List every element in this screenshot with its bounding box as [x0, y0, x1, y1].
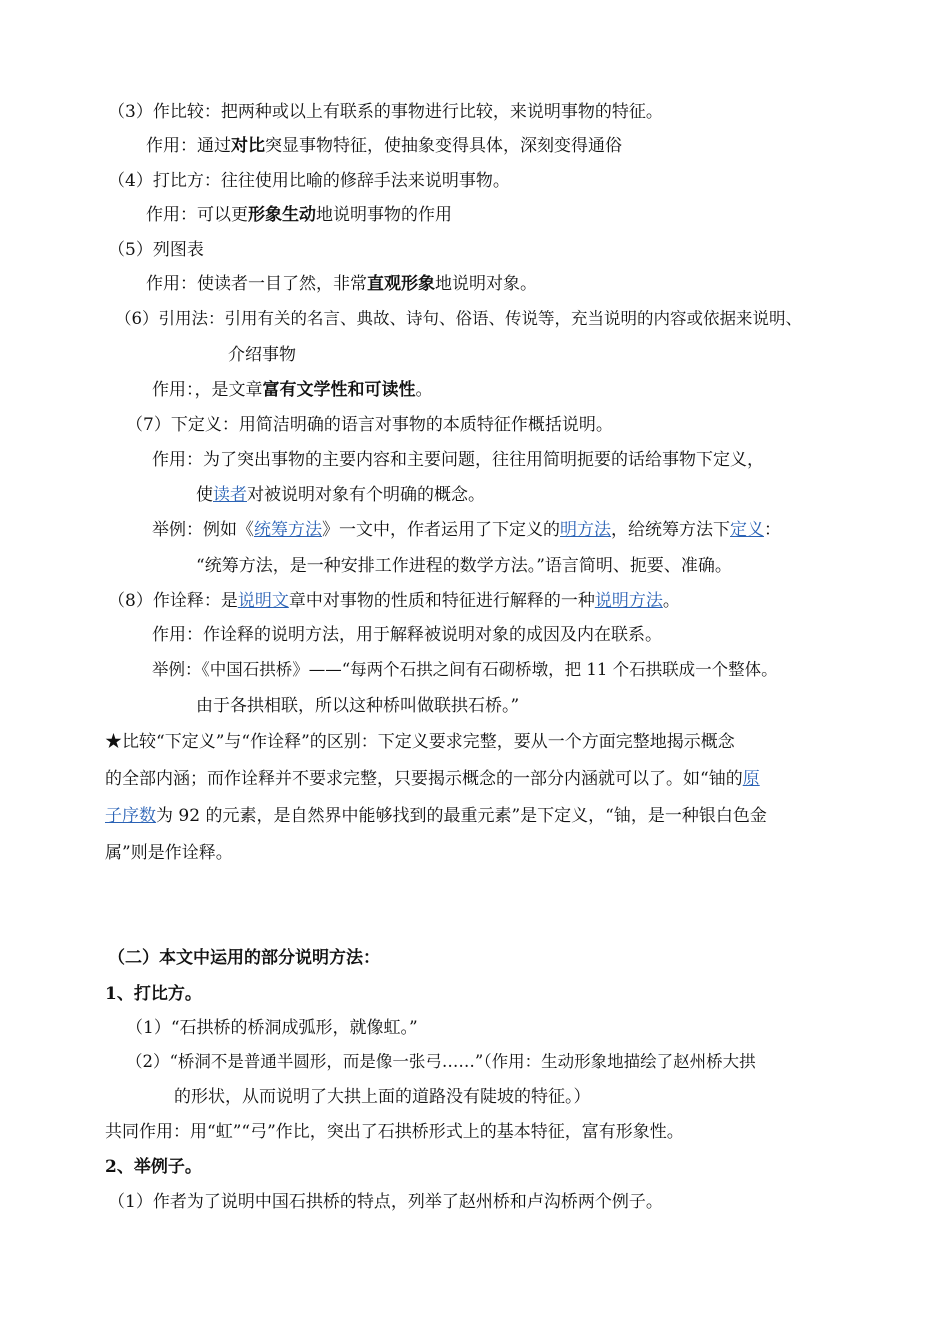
compare-line-3	[105, 804, 767, 828]
link-definition[interactable]: 定义	[730, 520, 764, 540]
link-atomic-number[interactable]: 子序数	[105, 806, 156, 826]
effect-bold-text: 形象生动	[248, 205, 316, 225]
item3-effect	[146, 134, 622, 158]
effect-bold-text: 直观形象	[367, 274, 435, 294]
item7-effect: 作用：为了突出事物的主要内容和主要问题，往往用简明扼要的话给事物下定义，	[152, 450, 764, 470]
sub1-common-effect: 共同作用：用“虹”“弓”作比，突出了石拱桥形式上的基本特征，富有形象性。	[105, 1122, 684, 1142]
sub1-example-2: （2）“桥洞不是普通半圆形，而是像一张弓……”（作用：生动形象地描绘了赵州桥大拱	[126, 1052, 756, 1071]
link-tongchou-method[interactable]: 统筹方法	[254, 520, 322, 540]
text: 章中对事物的性质和特征进行解释的一种	[288, 591, 595, 611]
item6-label: （6）引用法：引用有关的名言、典故、诗句、俗语、传说等，充当说明的内容或依据来说明、	[115, 309, 802, 328]
link-atomic-number[interactable]: 原	[742, 769, 760, 789]
item8-example: 举例：《中国石拱桥》——“每两个石拱之间有石砌桥墩，把 11 个石拱联成一个整体。	[152, 660, 778, 679]
effect-text: 地说明事物的作用	[316, 205, 452, 225]
item7-example-cont: “统筹方法，是一种安排工作进程的数学方法。”语言简明、扼要、准确。	[196, 556, 732, 576]
item8-effect: 作用：作诠释的说明方法，用于解释被说明对象的成因及内在联系。	[152, 625, 662, 645]
item7-example	[152, 518, 781, 542]
sub1-example-1: （1）“石拱桥的桥洞成弧形，就像虹。”	[126, 1018, 418, 1038]
effect-text: 作用：通过	[146, 136, 231, 156]
text: 》一文中，作者运用了下定义的	[322, 520, 560, 540]
item7-label: （7）下定义：用简洁明确的语言对事物的本质特征作概括说明。	[126, 415, 613, 435]
item5-effect	[146, 272, 537, 296]
item4-effect	[146, 203, 452, 227]
link-reader[interactable]: 读者	[213, 485, 247, 505]
item7-effect-cont	[196, 483, 485, 507]
link-explanation-method[interactable]: 说明方法	[594, 591, 663, 611]
text: 的全部内涵；而作诠释并不要求完整，只要揭示概念的一部分内涵就可以了。如“铀的	[105, 769, 743, 789]
effect-text: 作用：，是文章	[152, 380, 263, 400]
compare-line-4: 属”则是作诠释。	[105, 843, 233, 863]
item6-label-cont: 介绍事物	[228, 345, 296, 365]
sub2-example-1: （1）作者为了说明中国石拱桥的特点，列举了赵州桥和卢沟桥两个例子。	[108, 1192, 663, 1212]
text: ：	[764, 520, 781, 540]
effect-text: 地说明对象。	[435, 274, 537, 294]
item4-label: （4）打比方：往往使用比喻的修辞手法来说明事物。	[108, 171, 510, 191]
item8-example-cont: 由于各拱相联，所以这种桥叫做联拱石桥。”	[196, 696, 520, 716]
text: 使	[196, 485, 213, 505]
text: 。	[662, 591, 680, 611]
section-two-heading: （二）本文中运用的部分说明方法：	[108, 948, 380, 968]
effect-bold-text: 富有文学性和可读性	[262, 380, 416, 400]
item8-label	[108, 589, 680, 613]
effect-text: 作用：可以更	[146, 205, 248, 225]
text: （8）作诠释：是	[108, 591, 238, 611]
effect-text: 。	[415, 380, 433, 400]
sub2-title: 2、举例子。	[105, 1157, 202, 1177]
sub1-example-2-cont: 的形状，从而说明了大拱上面的道路没有陡坡的特征。）	[174, 1087, 591, 1107]
sub1-title: 1、打比方。	[105, 984, 202, 1004]
item5-label: （5）列图表	[108, 240, 204, 260]
text: ，给统筹方法下	[611, 520, 730, 540]
effect-text: 突显事物特征，使抽象变得具体，深刻变得通俗	[265, 136, 622, 156]
text: 为 92 的元素，是自然界中能够找到的最重元素”是下定义，“铀，是一种银白色金	[156, 806, 767, 826]
item6-effect	[152, 378, 433, 402]
item3-label: （3）作比较：把两种或以上有联系的事物进行比较，来说明事物的特征。	[108, 102, 663, 122]
effect-text: 作用：使读者一目了然，非常	[146, 274, 367, 294]
link-ming-method[interactable]: 明方法	[560, 520, 611, 540]
text: 对被说明对象有个明确的概念。	[247, 485, 485, 505]
compare-line-2	[105, 767, 760, 791]
link-expository-text[interactable]: 说明文	[237, 591, 289, 611]
effect-bold-text: 对比	[231, 136, 265, 156]
compare-line-1: ★比较“下定义”与“作诠释”的区别：下定义要求完整，要从一个方面完整地揭示概念	[105, 732, 735, 752]
text: 举例：例如《	[152, 520, 254, 540]
